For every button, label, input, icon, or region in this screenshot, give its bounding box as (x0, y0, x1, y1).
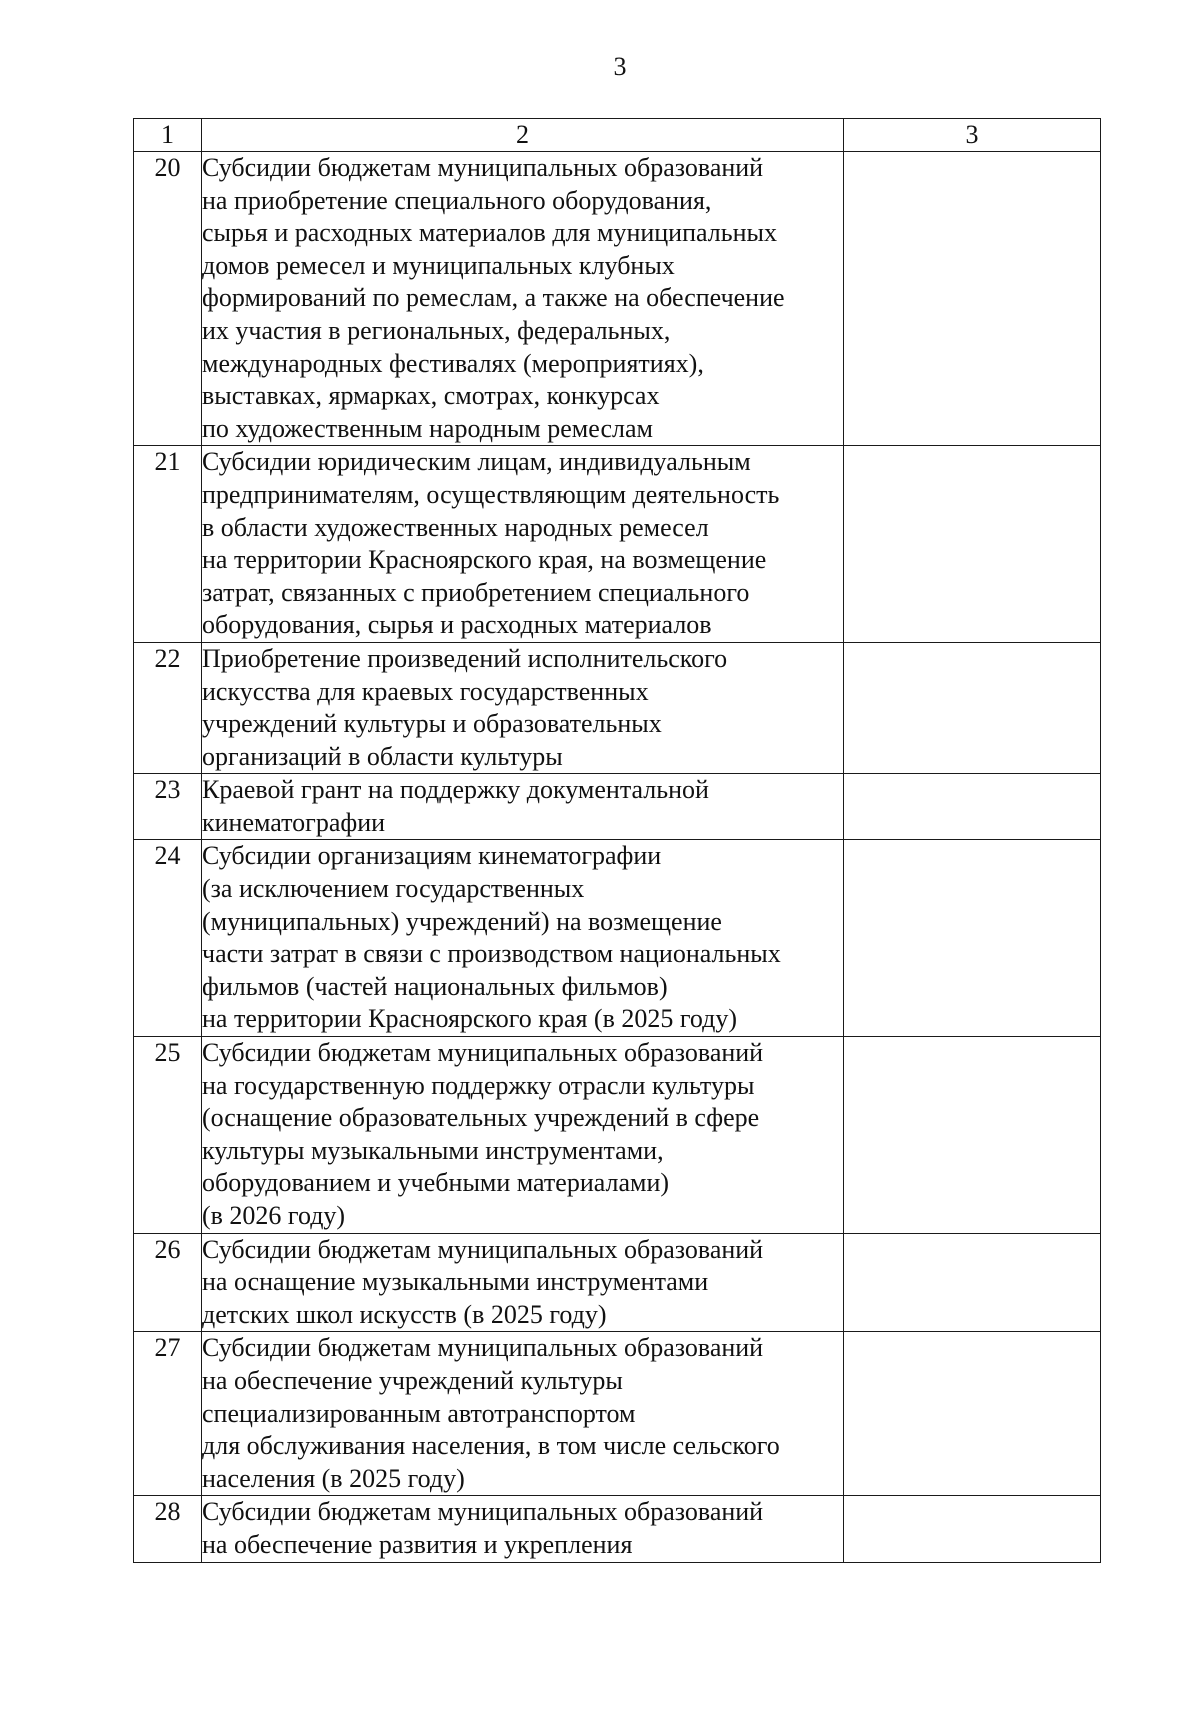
row-number: 21 (134, 446, 202, 643)
row-col-3 (844, 1233, 1101, 1332)
table-row (134, 774, 1101, 840)
description-line: сырья и расходных материалов для муниципальных (202, 218, 777, 248)
row-number: 27 (134, 1332, 202, 1496)
header-col-3: 3 (844, 119, 1101, 152)
description-line: домов ремесел и муниципальных клубных (202, 250, 675, 280)
row-description (202, 1037, 844, 1234)
description-line: международных фестивалях (мероприятиях), (202, 348, 704, 378)
description-line: оборудования, сырья и расходных материалов (202, 610, 712, 640)
table-row (134, 152, 1101, 446)
description-line: (в 2026 году) (202, 1201, 346, 1230)
row-col-3 (844, 774, 1101, 840)
description-line: на приобретение специального оборудования, (202, 185, 712, 215)
table-row (134, 1037, 1101, 1234)
table-header (134, 119, 1101, 152)
row-description (202, 840, 844, 1037)
row-description (202, 774, 844, 840)
description-line: предпринимателям, осуществляющим деятельность (202, 479, 780, 509)
description-line: Субсидии бюджетам муниципальных образований (202, 153, 764, 182)
description-line: на обеспечение развития и укрепления (202, 1529, 633, 1559)
table-row (134, 1332, 1101, 1496)
header-col-2: 2 (202, 119, 844, 152)
row-number: 20 (134, 152, 202, 446)
table-row (134, 840, 1101, 1037)
subsidies-table (133, 118, 1101, 1563)
row-number: 28 (134, 1496, 202, 1562)
row-description (202, 642, 844, 773)
row-description (202, 1332, 844, 1496)
row-number: 26 (134, 1233, 202, 1332)
row-col-3 (844, 152, 1101, 446)
description-line: по художественным народным ремеслам (202, 413, 653, 443)
page-number: 3 (613, 52, 627, 81)
description-line: на территории Красноярского края, на возмещение (202, 545, 767, 575)
description-line: (муниципальных) учреждений) на возмещение (202, 906, 722, 936)
row-col-3 (844, 1496, 1101, 1562)
description-line: населения (в 2025 году) (202, 1463, 465, 1493)
description-line: (оснащение образовательных учреждений в сфере (202, 1103, 760, 1133)
description-line: в области художественных народных ремесел (202, 512, 709, 542)
description-line: Субсидии юридическим лицам, индивидуальным (202, 447, 751, 477)
table-row (134, 642, 1101, 773)
row-col-3 (844, 642, 1101, 773)
description-line: учреждений культуры и образовательных (202, 709, 662, 739)
table-body (134, 152, 1101, 1563)
description-line: на государственную поддержку отрасли культуры (202, 1070, 755, 1100)
description-line: на оснащение музыкальными инструментами (202, 1267, 709, 1297)
description-line: на территории Красноярского края (в 2025 году) (202, 1004, 738, 1034)
description-line: Субсидии бюджетам муниципальных образований (202, 1038, 764, 1068)
description-line: организаций в области культуры (202, 741, 563, 771)
row-col-3 (844, 840, 1101, 1037)
description-line: Приобретение произведений исполнительского (202, 643, 728, 673)
row-number: 24 (134, 840, 202, 1037)
description-line: формирований по ремеслам, а также на обеспечение (202, 283, 785, 313)
description-line: части затрат в связи с производством национальных (202, 939, 781, 969)
table-row (134, 1233, 1101, 1332)
row-description (202, 1496, 844, 1562)
description-line: кинематографии (202, 807, 386, 837)
description-line: специализированным автотранспортом (202, 1398, 636, 1428)
description-line: Краевой грант на поддержку документальной (202, 775, 709, 805)
row-number: 22 (134, 642, 202, 773)
description-line: выставках, ярмарках, смотрах, конкурсах (202, 381, 660, 411)
description-line: для обслуживания населения, в том числе сельского (202, 1431, 780, 1461)
description-line: затрат, связанных с приобретением специального (202, 577, 750, 607)
row-description (202, 1233, 844, 1332)
description-line: культуры музыкальными инструментами, (202, 1135, 664, 1165)
row-col-3 (844, 1332, 1101, 1496)
header-col-1: 1 (134, 119, 202, 152)
description-line: Субсидии бюджетам муниципальных образований (202, 1497, 764, 1527)
table-row (134, 446, 1101, 643)
row-number: 23 (134, 774, 202, 840)
row-col-3 (844, 446, 1101, 643)
description-line: Субсидии организациям кинематографии (202, 841, 662, 871)
row-number: 25 (134, 1037, 202, 1234)
table-row (134, 1496, 1101, 1562)
row-description (202, 152, 844, 446)
description-line: (за исключением государственных (202, 874, 585, 904)
header-row (134, 119, 1101, 152)
description-line: на обеспечение учреждений культуры (202, 1365, 623, 1395)
description-line: искусства для краевых государственных (202, 676, 649, 706)
description-line: фильмов (частей национальных фильмов) (202, 971, 668, 1001)
row-col-3 (844, 1037, 1101, 1234)
description-line: оборудованием и учебными материалами) (202, 1168, 670, 1198)
description-line: Субсидии бюджетам муниципальных образований (202, 1234, 764, 1264)
row-description (202, 446, 844, 643)
description-line: их участия в региональных, федеральных, (202, 315, 671, 345)
description-line: Субсидии бюджетам муниципальных образований (202, 1333, 764, 1363)
description-line: детских школ искусств (в 2025 году) (202, 1299, 607, 1329)
